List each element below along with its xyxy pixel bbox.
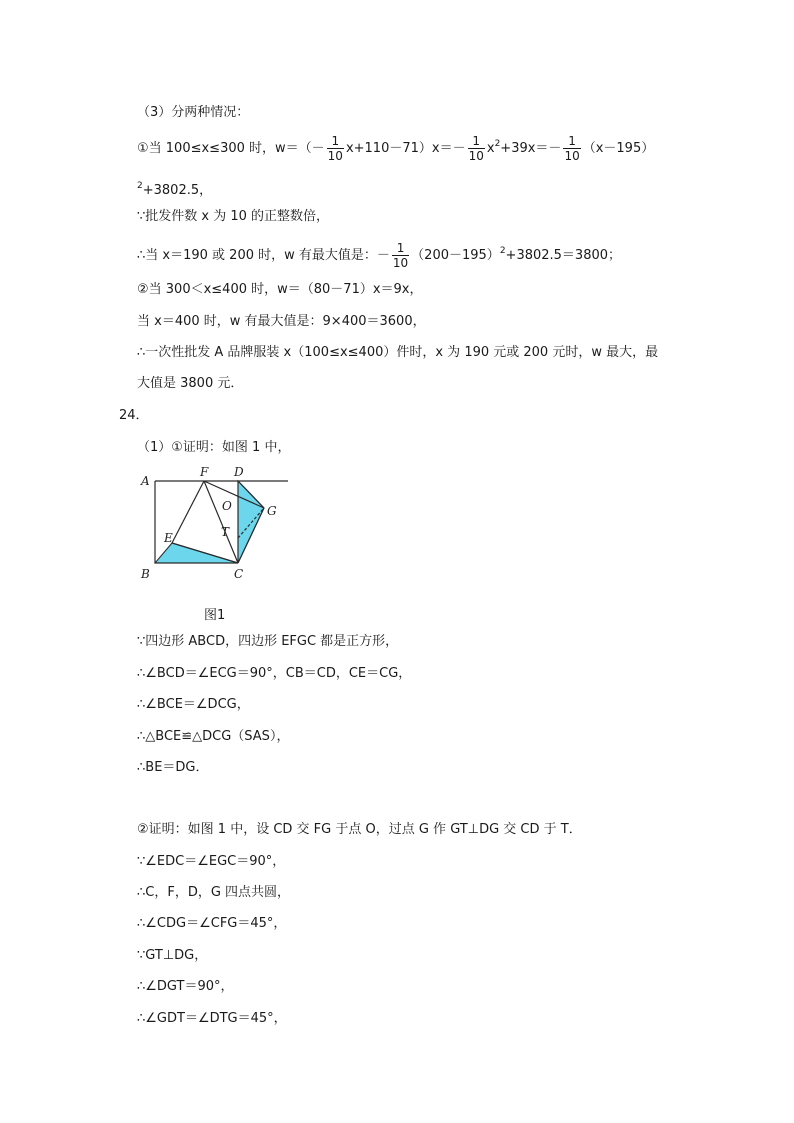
geometry-diagram — [136, 462, 296, 587]
conclusion-line2: 大值是 3800 元． — [137, 376, 244, 391]
label-t: T — [221, 525, 230, 539]
label-o: O — [222, 499, 232, 513]
label-g: G — [267, 504, 277, 518]
case1-mid1: x+110－71）x＝－ — [345, 141, 466, 156]
proof1-line-3: ∴∠BCE＝∠DCG， — [137, 697, 250, 712]
case1-prefix: ①当 100≤x≤300 时，w＝（－ — [137, 141, 325, 156]
because-line: ∵批发件数 x 为 10 的正整数倍， — [137, 209, 330, 224]
proof2-line-5: ∵GT⊥DG， — [137, 948, 208, 963]
question-number: 24． — [119, 408, 149, 423]
case1-tail: （x－195） — [582, 141, 655, 156]
label-c: C — [234, 567, 244, 581]
label-e: E — [164, 531, 173, 545]
therefore-prefix: ∴当 x＝190 或 200 时，w 有最大值是：－ — [137, 248, 390, 263]
fraction-4: $\frac{1}{10}$ — [392, 241, 409, 270]
part3-heading: （3）分两种情况： — [137, 105, 250, 120]
proof1-line-1: ∵四边形 ABCD，四边形 EFGC 都是正方形， — [137, 634, 399, 649]
figure-1 — [136, 462, 296, 591]
case2-line: ②当 300＜x≤400 时，w＝（80－71）x＝9x， — [137, 282, 423, 297]
fraction-2: $\frac{1}{10}$ — [468, 134, 484, 163]
therefore-max-line — [137, 241, 621, 270]
proof2-line-3: ∴C，F，D，G 四点共圆， — [137, 885, 291, 900]
diagonal-fc — [204, 481, 238, 563]
case1-line — [137, 134, 654, 163]
proof2-line-4: ∴∠CDG＝∠CFG＝45°， — [137, 916, 287, 931]
proof2-line-7: ∴∠GDT＝∠DTG＝45°， — [137, 1011, 287, 1026]
exponent: 2 — [494, 139, 501, 149]
exponent: 2 — [137, 181, 143, 191]
case1-line2 — [137, 177, 212, 200]
case1-mid3: +39x＝－ — [500, 141, 562, 156]
proof1-line-2: ∴∠BCD＝∠ECG＝90°，CB＝CD，CE＝CG， — [137, 666, 412, 681]
part1-heading: （1）①证明：如图 1 中， — [137, 440, 291, 455]
fraction-3: $\frac{1}{10}$ — [564, 134, 580, 163]
proof1-line-4: ∴△BCE≌△DCG（SAS）， — [137, 729, 290, 744]
label-d: D — [234, 465, 244, 479]
case1-line2-rest: +3802.5， — [142, 183, 213, 198]
proof1-line-5: ∴BE＝DG． — [137, 760, 209, 775]
therefore-mid: （200－195） — [411, 248, 500, 263]
proof2-line-2: ∵∠EDC＝∠EGC＝90°， — [137, 854, 286, 869]
figure-caption: 图1 — [204, 608, 226, 623]
case2b-line: 当 x＝400 时，w 有最大值是：9×400＝3600， — [137, 314, 426, 329]
label-f: F — [200, 465, 209, 479]
shaded-triangle-bce — [155, 543, 238, 563]
conclusion-line1: ∴一次性批发 A 品牌服装 x（100≤x≤400）件时，x 为 190 元或 200 元时，w 最大，最 — [137, 345, 659, 360]
side-fe — [172, 481, 204, 543]
therefore-tail: +3802.5＝3800； — [505, 248, 622, 263]
fraction-1: $\frac{1}{10}$ — [327, 134, 343, 163]
label-a: A — [141, 474, 150, 488]
case1-mid2: x — [486, 141, 495, 156]
shaded-triangle-dcg — [238, 481, 264, 563]
exponent: 2 — [499, 246, 506, 256]
proof2-line-6: ∴∠DGT＝90°， — [137, 979, 234, 994]
label-b: B — [141, 567, 150, 581]
proof2-line-1: ②证明：如图 1 中，设 CD 交 FG 于点 O，过点 G 作 GT⊥DG 交 CD 于 T． — [137, 822, 582, 837]
